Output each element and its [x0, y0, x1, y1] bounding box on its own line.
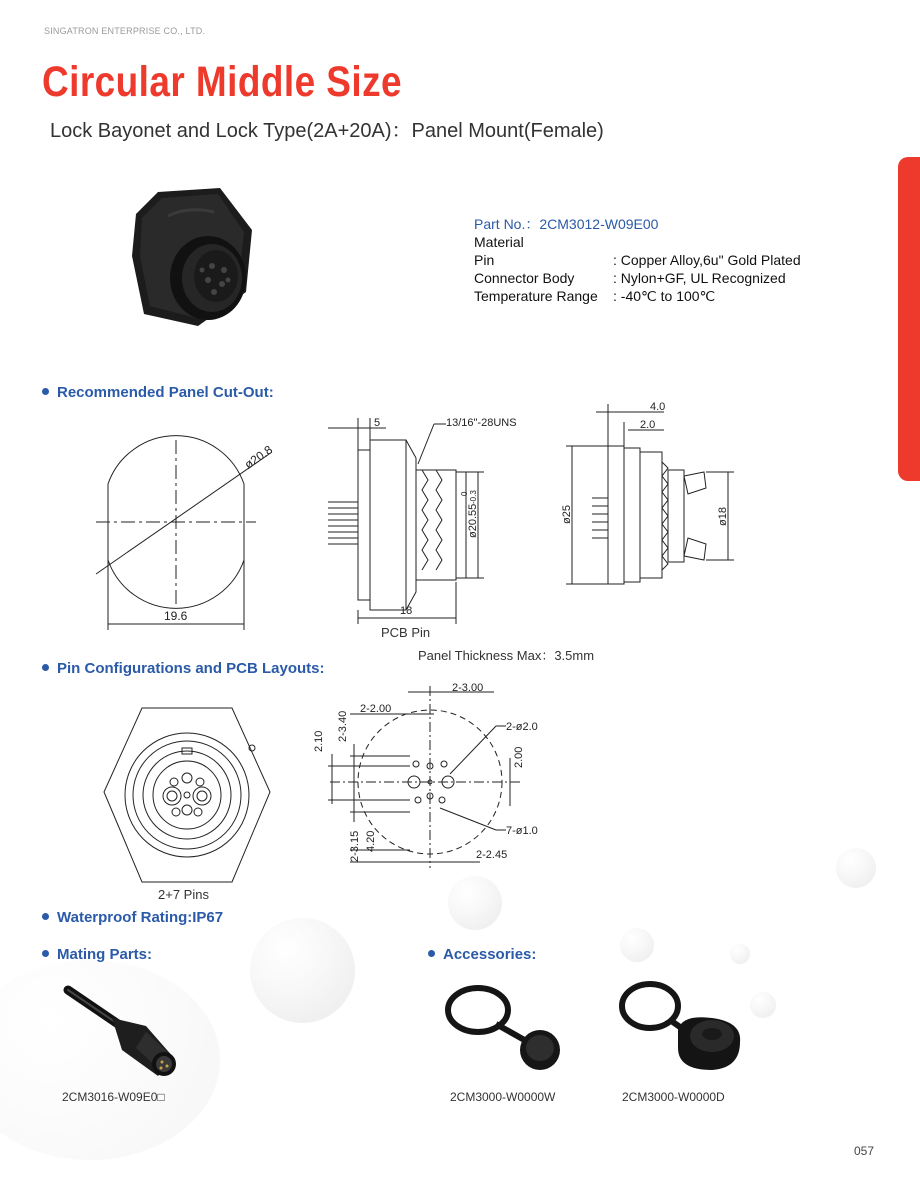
material-heading: Material	[474, 234, 524, 250]
accessory-1-photo	[436, 984, 566, 1076]
end-view-drawing	[556, 398, 756, 594]
panel-thickness-note: Panel Thickness Max：3.5mm	[418, 648, 595, 663]
decor-bubble	[448, 876, 502, 930]
accessory-1-part-number: 2CM3000-W0000W	[450, 1090, 556, 1104]
bullet-icon	[42, 913, 49, 920]
pcb-dim-d1: 2-3.00	[452, 682, 484, 694]
bullet-icon	[42, 388, 49, 395]
pcb-dim-d9: 2-3.15	[349, 830, 361, 862]
pcb-dim-d5: 2.10	[313, 730, 325, 752]
pcb-dim-d6: 2-3.40	[337, 710, 349, 742]
mating-part-photo	[62, 984, 192, 1080]
decor-bubble	[730, 944, 750, 964]
mating-part-number: 2CM3016-W09E0□	[62, 1090, 165, 1104]
decor-bubble	[836, 848, 876, 888]
side-dia-label: ø20.55	[467, 503, 479, 538]
side-tab	[898, 157, 920, 481]
bullet-icon	[428, 950, 435, 957]
bullet-icon	[42, 664, 49, 671]
pin-configuration-drawing	[102, 706, 272, 884]
section-waterproof: Waterproof Rating:IP67	[42, 909, 223, 926]
section-cutout: Recommended Panel Cut-Out:	[42, 384, 274, 401]
section-pin-config: Pin Configurations and PCB Layouts:	[42, 660, 325, 677]
side-view-drawing	[318, 410, 530, 638]
side-tol-upper: 0	[460, 491, 469, 496]
cutout-width-label: 19.6	[164, 609, 188, 623]
bullet-icon	[42, 950, 49, 957]
part-number	[474, 215, 658, 233]
accessory-2-part-number: 2CM3000-W0000D	[622, 1090, 725, 1104]
side-tol-lower: -0.3	[469, 490, 478, 504]
pcb-dim-d3: 2-ø2.0	[506, 721, 538, 733]
company-name: SINGATRON ENTERPRISE CO., LTD.	[44, 26, 206, 36]
decor-bubble	[250, 918, 355, 1023]
section-accessories: Accessories:	[428, 946, 536, 963]
end-dim-2: 2.0	[640, 419, 656, 431]
spec-row: Connector Body : Nylon+GF, UL Recognized	[474, 270, 786, 286]
part-number-value: 2CM3012-W09E00	[539, 216, 659, 232]
decor-bubble	[620, 928, 654, 962]
pin-config-caption: 2+7 Pins	[158, 887, 209, 902]
pcb-dim-d4: 2.00	[513, 746, 525, 768]
section-mating: Mating Parts:	[42, 946, 152, 963]
pcb-dim-d10: 4.20	[365, 830, 377, 852]
side-thread-label: 13/16"-28UNS	[446, 417, 517, 429]
cutout-dia-label: ø20.8	[241, 442, 276, 472]
accessory-2-photo	[612, 978, 762, 1078]
pcb-layout-drawing	[300, 682, 560, 872]
end-dia-25: ø25	[561, 505, 573, 524]
spec-row: Pin : Copper Alloy,6u" Gold Plated	[474, 252, 801, 268]
pcb-dim-d8: 2-2.45	[476, 849, 508, 861]
pcb-dim-d2: 2-2.00	[360, 703, 392, 715]
page-subtitle: Lock Bayonet and Lock Type(2A+20A)：Panel Mount(Female)	[50, 120, 604, 142]
side-dim-18: 18	[400, 605, 413, 617]
spec-block	[474, 215, 801, 305]
page-title: Circular Middle Size	[42, 58, 403, 106]
spec-row: Temperature Range : -40℃ to 100℃	[474, 288, 716, 304]
product-photo	[128, 186, 258, 336]
pcb-dim-d7: 7-ø1.0	[506, 825, 538, 837]
end-dim-4: 4.0	[650, 401, 666, 413]
page-number: 057	[853, 1144, 874, 1158]
side-view-caption: PCB Pin	[381, 625, 431, 640]
side-dim-5: 5	[374, 417, 381, 429]
part-number-label: Part No.：	[474, 216, 540, 232]
end-dia-18: ø18	[717, 507, 729, 526]
panel-cutout-drawing	[88, 430, 298, 635]
